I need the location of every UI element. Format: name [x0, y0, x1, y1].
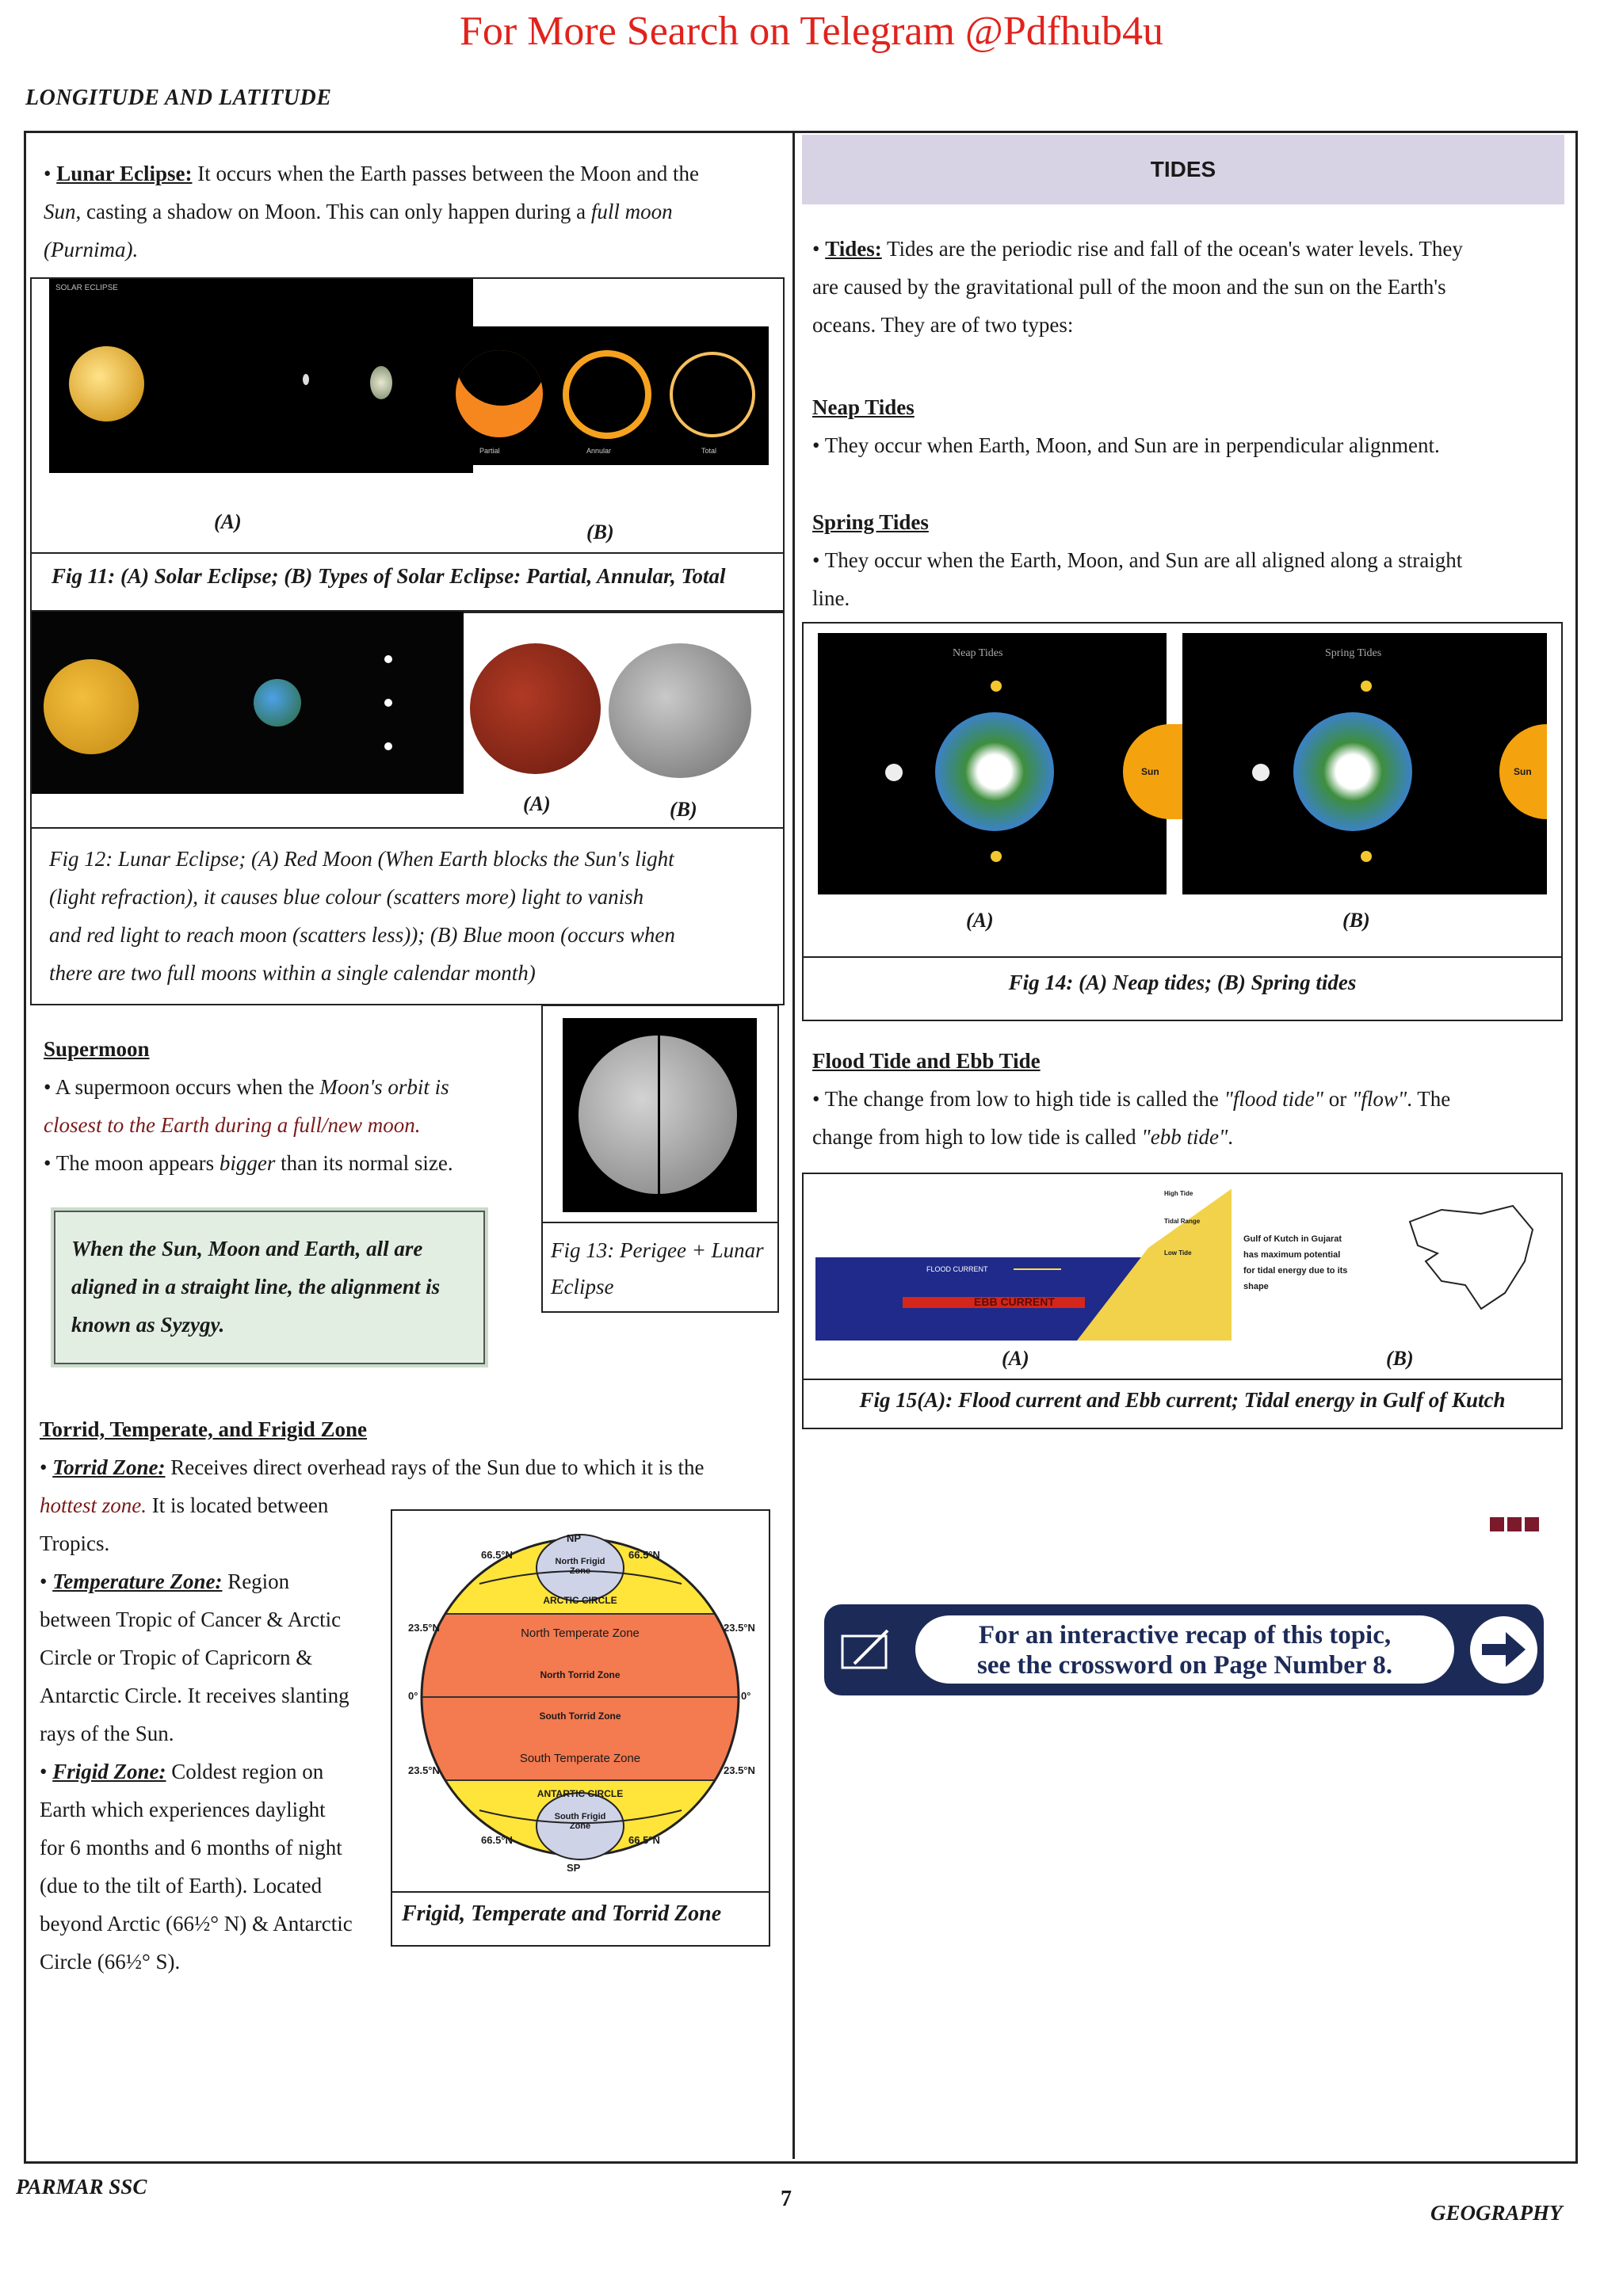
earth-icon: [935, 712, 1054, 831]
tides-intro: • Tides: Tides are the periodic rise and fall of the ocean's water levels. They are caused by the gravitational pull of the moon and the sun on the Earth's oceans. They are of two types:: [812, 237, 1463, 337]
decor-square: [1525, 1517, 1539, 1531]
arctic-circle-label: ARCTIC CIRCLE: [543, 1595, 617, 1606]
fig13-box: [541, 1005, 779, 1313]
column-divider: [792, 131, 795, 2159]
lat-66-5-sw: 66.5°N: [481, 1834, 513, 1846]
south-frigid-zone-label: South Frigid Zone: [554, 1812, 606, 1831]
spring-tides-section: Spring Tides • They occur when the Earth, Moon, and Sun are all aligned along a straight line.: [812, 503, 1561, 617]
lat-23-5-se: 23.5°N: [724, 1764, 755, 1776]
neap-tides-section: Neap Tides • They occur when Earth, Moon, and Sun are in perpendicular alignment.: [812, 388, 1561, 464]
page-number: 7: [781, 2187, 792, 2211]
lunar-eclipse-sun: Sun: [44, 200, 76, 223]
ebb-current-label: EBB CURRENT: [974, 1295, 1055, 1308]
sun-icon: [69, 346, 144, 421]
moon-icon: [303, 374, 309, 385]
fig12-b-label: (B): [670, 798, 697, 821]
antarctic-circle-label: ANTARTIC CIRCLE: [537, 1788, 624, 1799]
lat-66-5-se: 66.5°N: [628, 1834, 660, 1846]
fig15-box: [802, 1173, 1563, 1429]
crossword-recap-banner[interactable]: [824, 1604, 1544, 1695]
earth-icon: [254, 679, 301, 727]
footer-subject: GEOGRAPHY: [1430, 2201, 1563, 2225]
sun-label: Sun: [1141, 766, 1159, 777]
lunar-eclipse-purnima: (Purnima).: [44, 238, 139, 261]
solar-eclipse-inset-title: SOLAR ECLIPSE: [55, 284, 118, 292]
chapter-title: LONGITUDE AND LATITUDE: [25, 86, 332, 110]
fig13-caption: Fig 13: Perigee + Lunar Eclipse: [551, 1238, 764, 1299]
flood-ebb-image: [815, 1186, 1232, 1341]
footer-publisher: PARMAR SSC: [16, 2175, 147, 2199]
fig15-caption: Fig 15(A): Flood current and Ebb current; Tidal energy in Gulf of Kutch: [859, 1388, 1506, 1412]
fig11-caption: Fig 11: (A) Solar Eclipse; (B) Types of Solar Eclipse: Partial, Annular, Total: [52, 564, 726, 588]
fig11-a-label: (A): [214, 510, 242, 533]
sun-label: Sun: [1514, 766, 1532, 777]
north-torrid-zone-label: North Torrid Zone: [540, 1669, 621, 1680]
low-tide-label: Low Tide: [1164, 1249, 1192, 1257]
spring-tides-heading: Spring Tides: [812, 510, 929, 534]
fig12-a-label: (A): [523, 792, 551, 815]
neap-tides-image: [818, 633, 1167, 894]
lat-23-5-ne: 23.5°N: [724, 1622, 755, 1634]
equator-label-left: 0°: [408, 1690, 418, 1702]
south-torrid-zone-label: South Torrid Zone: [539, 1711, 621, 1722]
equator-label-right: 0°: [741, 1690, 751, 1702]
telegram-banner: For More Search on Telegram @Pdfhub4u: [459, 9, 1164, 54]
fig14-a-label: (A): [966, 909, 994, 932]
lat-66-5-ne: 66.5°N: [628, 1549, 660, 1561]
moon-icon: [384, 699, 392, 707]
zones-heading: Torrid, Temperate, and Frigid Zone: [40, 1417, 368, 1441]
fig14-caption: Fig 14: (A) Neap tides; (B) Spring tides: [1008, 971, 1357, 994]
high-tide-label: High Tide: [1164, 1190, 1193, 1197]
sun-icon: [44, 659, 139, 754]
lat-23-5-sw: 23.5°N: [408, 1764, 440, 1776]
arrow-right-icon[interactable]: [1470, 1616, 1537, 1684]
moon-icon: [384, 655, 392, 663]
lunar-eclipse-full-moon: full moon: [590, 200, 673, 223]
lat-23-5-nw: 23.5°N: [408, 1622, 440, 1634]
syzygy-box: When the Sun, Moon and Earth, all are aligned in a straight line, the alignment is known as Syzygy.: [54, 1211, 485, 1364]
zones-section: Torrid, Temperate, and Frigid Zone • Torrid Zone: Receives direct overhead rays of the Sun due to which it is the hottest zone. It is located between Tropics. • Temperature Zone: Region between Tropic of Cancer & Arctic Circle or Tropic of Capricorn & Antarctic Circle. It receives slanting rays of the Sun. • Frigid Zone: Coldest region on Earth which experiences daylight for 6 months and 6 months of night (due to the tilt of Earth). Located beyond Arctic (66½° N) & Antarctic Circle (66½° S).: [40, 1410, 792, 1981]
earth-icon: [1293, 712, 1412, 831]
recap-text: For an interactive recap of this topic, see the crossword on Page Number 8.: [915, 1615, 1454, 1684]
decor-square: [1490, 1517, 1504, 1531]
tidal-range-label: Tidal Range: [1164, 1218, 1201, 1225]
lunar-eclipse-label: Lunar Eclipse:: [56, 162, 193, 185]
lunar-eclipse-text1: It occurs when the Earth passes between the Moon and the: [192, 162, 700, 185]
moon-icon: [885, 764, 903, 781]
spring-tides-image: [1182, 633, 1547, 894]
supermoon-section: Supermoon • A supermoon occurs when the Moon's orbit is closest to the Earth during a full/new moon. • The moon appears bigger than its normal size.: [44, 1030, 551, 1182]
partial-label: Partial: [479, 447, 500, 455]
tides-header: TIDES: [802, 135, 1564, 204]
zones-diagram-box: [391, 1509, 770, 1947]
eclipse-types-image: [448, 326, 769, 465]
fig11-box: [30, 277, 785, 613]
annular-label: Annular: [586, 447, 612, 455]
lunar-eclipse-para: • Lunar Eclipse: It occurs when the Earth passes between the Moon and the Sun, casting a shadow on Moon. This can only happen during a full moon (Purnima).: [44, 154, 781, 269]
fig11-b-label: (B): [586, 521, 614, 543]
red-moon-image: [470, 643, 601, 774]
pen-icon: [838, 1624, 894, 1676]
total-eclipse-icon: [670, 352, 755, 437]
fig15-b-label: (B): [1386, 1347, 1414, 1370]
fig14-b-label: (B): [1342, 909, 1370, 932]
supermoon-heading: Supermoon: [44, 1037, 150, 1061]
partial-eclipse-icon: [456, 350, 543, 437]
flood-tide-heading: Flood Tide and Ebb Tide: [812, 1049, 1041, 1073]
annular-eclipse-icon: [563, 350, 651, 439]
lat-66-5-nw: 66.5°N: [481, 1549, 513, 1561]
spring-tides-title: Spring Tides: [1325, 647, 1382, 659]
decor-square: [1507, 1517, 1522, 1531]
blue-moon-image: [609, 643, 751, 778]
neap-tides-title: Neap Tides: [953, 647, 1003, 659]
north-frigid-zone-label: North Frigid Zone: [555, 1557, 605, 1576]
gujarat-map-icon: [1394, 1198, 1545, 1317]
solar-eclipse-image: [49, 279, 473, 473]
lunar-eclipse-text2: , casting a shadow on Moon. This can only happen during a: [75, 200, 591, 223]
supermoon-image: [563, 1018, 757, 1212]
kutch-note: Gulf of Kutch in Gujarat has maximum potential for tidal energy due to its shape: [1243, 1234, 1348, 1291]
flood-arrow: [1014, 1268, 1061, 1270]
fig12-box: [30, 610, 785, 1005]
neap-tides-heading: Neap Tides: [812, 395, 915, 419]
total-label: Total: [701, 447, 717, 455]
moon-icon: [384, 742, 392, 750]
lunar-eclipse-image: [32, 612, 464, 794]
flood-tide-section: Flood Tide and Ebb Tide • The change from low to high tide is called the "flood tide" or "flow". The change from high to low tide is called "ebb tide".: [812, 1042, 1561, 1156]
moon-icon: [1252, 764, 1270, 781]
fig14-box: [802, 622, 1563, 1021]
supermoon-closest: closest to the Earth during a full/new moon.: [44, 1113, 421, 1137]
sp-label: SP: [567, 1862, 581, 1874]
earth-icon: [370, 366, 392, 399]
flood-current-label: FLOOD CURRENT: [926, 1265, 988, 1273]
np-label: NP: [567, 1532, 582, 1544]
fig15-a-label: (A): [1002, 1347, 1029, 1370]
zones-caption: Frigid, Temperate and Torrid Zone: [402, 1901, 722, 1926]
north-temperate-zone-label: North Temperate Zone: [521, 1627, 640, 1640]
south-temperate-zone-label: South Temperate Zone: [519, 1752, 641, 1765]
fig12-caption: Fig 12: Lunar Eclipse; (A) Red Moon (When Earth blocks the Sun's light (light refraction), it causes blue colour (scatters more) light to vanish and red light to reach moon (scatters less)); (B) Blue moon (occurs when there are two full moons within a single calendar month): [49, 847, 675, 985]
